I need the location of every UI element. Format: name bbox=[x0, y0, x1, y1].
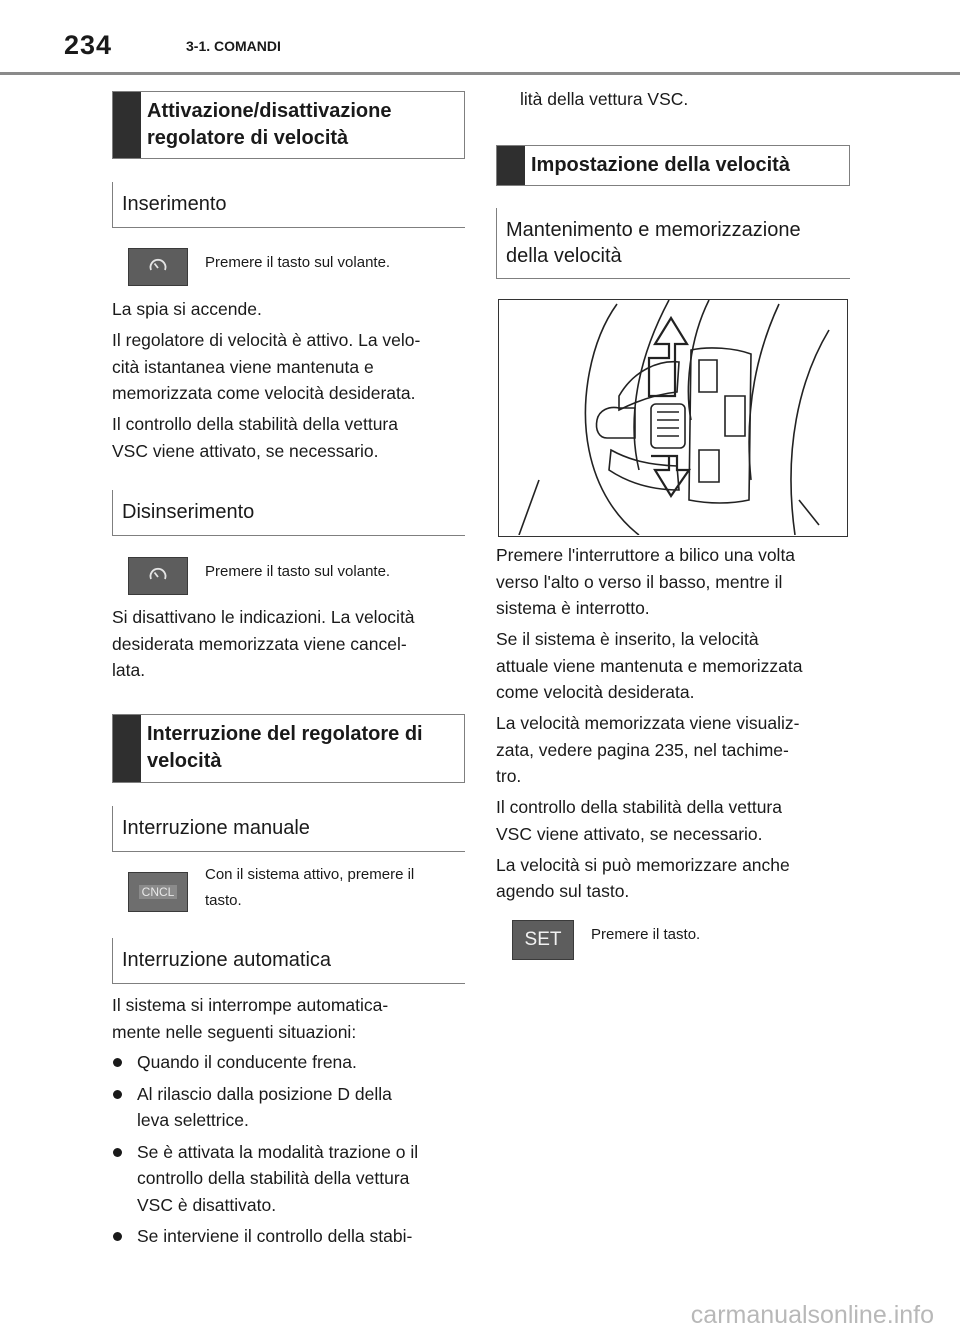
section-bar bbox=[113, 715, 141, 782]
instruction-row-disinserimento bbox=[128, 557, 465, 597]
section-bar bbox=[113, 92, 141, 158]
instruction-text: Premere il tasto sul volante. bbox=[205, 254, 391, 271]
page-number: 234 bbox=[64, 30, 113, 60]
section-title-speed-setting: Impostazione della velocità bbox=[531, 154, 790, 176]
instruction-text: Premere il tasto sul volante. bbox=[205, 563, 391, 580]
cruise-control-button bbox=[128, 248, 188, 286]
disinserimento-paragraph: Si disattivano le indicazioni. La velocità desiderata memorizzata viene cancel- lata. bbox=[112, 607, 415, 680]
list-item: Al rilascio dalla posizione D della leva selettrice. bbox=[113, 1081, 465, 1134]
cncl-button: CNCL bbox=[128, 872, 188, 912]
section-title-interruption: Interruzione del regolatore di velocità bbox=[147, 723, 423, 772]
section-header-interruption bbox=[112, 714, 465, 783]
steering-wheel-rocker-switch-illustration bbox=[498, 299, 848, 537]
speedometer-icon bbox=[147, 564, 169, 589]
instruction-text: Con il sistema attivo, premere il tasto. bbox=[205, 866, 415, 909]
watermark: carmanualsonline.info bbox=[690, 1301, 934, 1329]
bullet-icon bbox=[113, 1232, 122, 1241]
automatic-interruption-list bbox=[113, 1049, 465, 1255]
speedometer-icon bbox=[147, 255, 169, 280]
inserimento-paragraphs: La spia si accende. Il regolatore di velocità è attivo. La velo- cità istantanea viene mantenuta e memorizzata come velocità desiderata. Il controllo della stabilità della vettura VSC viene attivato, se necessario. bbox=[112, 299, 421, 461]
header-divider bbox=[0, 72, 960, 75]
subheading-interruzione-manuale: Interruzione manuale bbox=[112, 806, 465, 852]
subheading-interruzione-automatica: Interruzione automatica bbox=[112, 938, 465, 984]
subheading-disinserimento: Disinserimento bbox=[112, 490, 465, 536]
chapter-title: 3-1. COMANDI bbox=[186, 38, 281, 54]
list-item: Quando il conducente frena. bbox=[113, 1049, 465, 1076]
bullet-icon bbox=[113, 1148, 122, 1157]
speed-setting-paragraphs: Premere l'interruttore a bilico una volta verso l'alto o verso il basso, mentre il sistema è interrotto. Se il sistema è inserito, la velocità attuale viene mantenuta e memorizzata come velocità desiderata. La velocità memorizzata viene visualiz- zata, vedere pagina 235, nel tachime- tro. Il controllo della stabilità della vettura VSC viene attivato, se necessario. La velocità si può memorizzare anche agendo sul tasto. bbox=[496, 545, 803, 901]
instruction-row-set bbox=[512, 920, 850, 960]
cruise-control-button bbox=[128, 557, 188, 595]
list-item: Se interviene il controllo della stabi- bbox=[113, 1223, 465, 1250]
section-header-speed-setting bbox=[496, 145, 850, 186]
instruction-row-inserimento bbox=[128, 248, 465, 288]
page-header bbox=[0, 0, 960, 78]
bullet-icon bbox=[113, 1090, 122, 1099]
subheading-mantenimento: Mantenimento e memorizzazione della velocità bbox=[496, 208, 850, 279]
subheading-inserimento: Inserimento bbox=[112, 182, 465, 228]
set-button: SET bbox=[512, 920, 574, 960]
section-header-activation bbox=[112, 91, 465, 159]
automatica-intro: Il sistema si interrompe automatica- mente nelle seguenti situazioni: bbox=[112, 995, 389, 1042]
bullet-icon bbox=[113, 1058, 122, 1067]
instruction-text: Premere il tasto. bbox=[591, 926, 701, 943]
continuation-text: lità della vettura VSC. bbox=[520, 89, 689, 109]
list-item: Se è attivata la modalità trazione o il controllo della stabilità della vettura VSC è disattivato. bbox=[113, 1139, 465, 1219]
section-bar bbox=[497, 146, 525, 185]
section-title-activation: Attivazione/disattivazione regolatore di velocità bbox=[147, 100, 392, 149]
instruction-row-cncl bbox=[128, 862, 465, 914]
